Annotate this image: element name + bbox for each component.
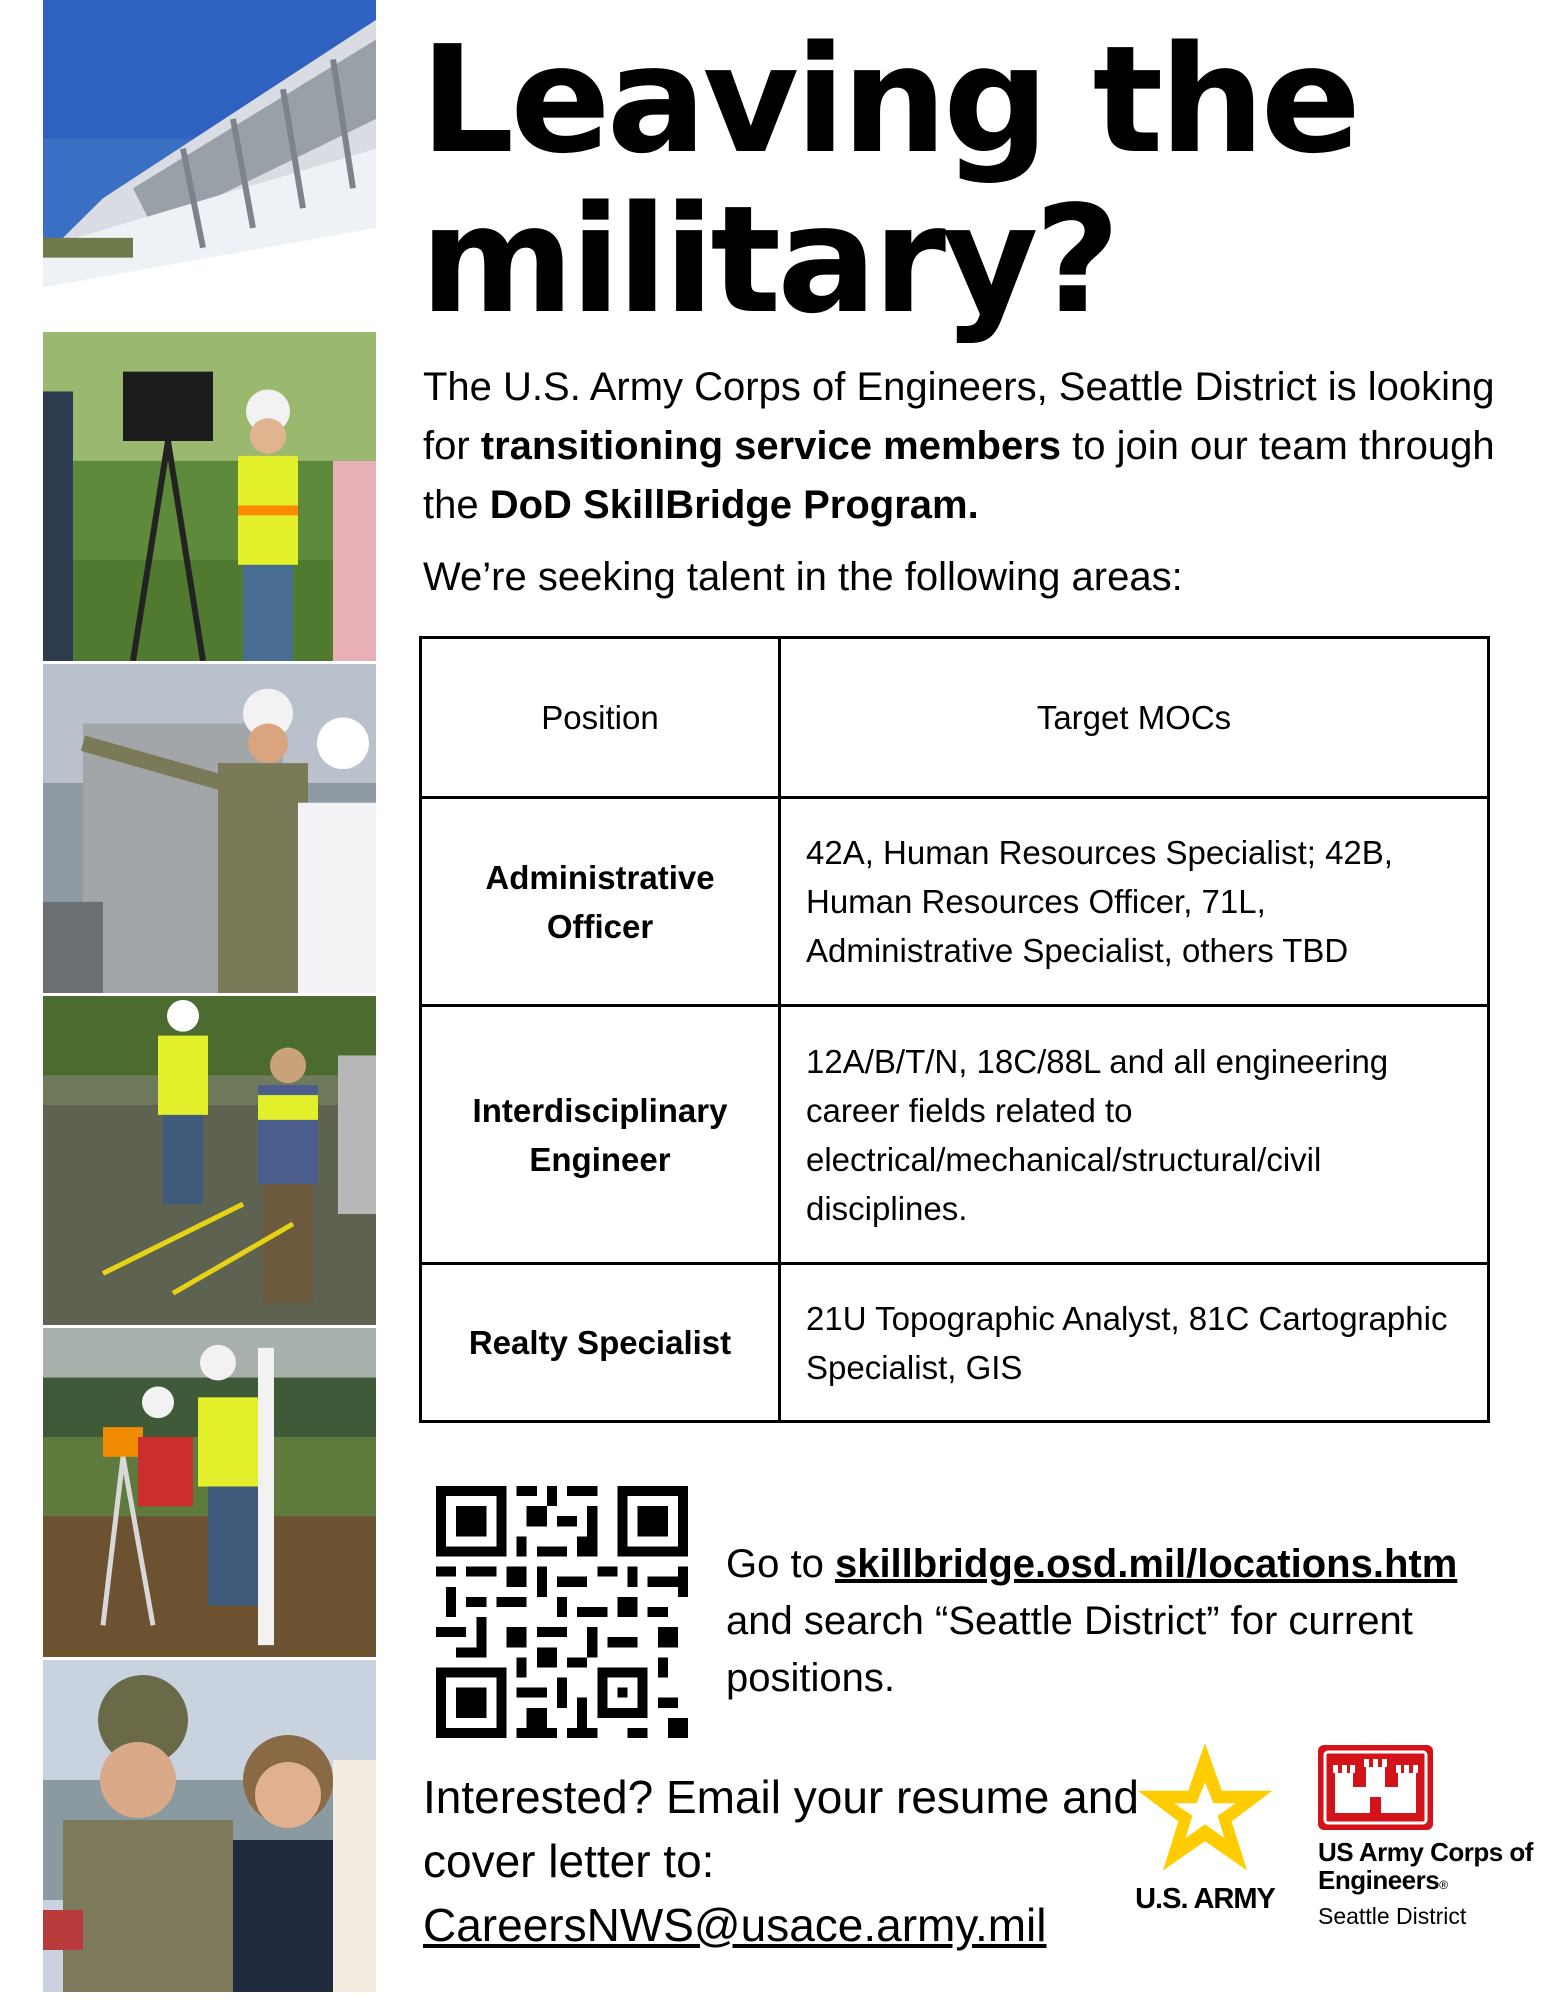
us-army-logo xyxy=(1130,1740,1280,1916)
email-link[interactable]: CareersNWS@usace.army.mil xyxy=(423,1899,1047,1951)
skillbridge-link[interactable]: skillbridge.osd.mil/locations.htm xyxy=(834,1542,1458,1586)
headline-line-1: Leaving the xyxy=(420,14,1358,186)
dam-spillway-photo xyxy=(43,0,376,332)
moc-cell: 42A, Human Resources Specialist; 42B, Human Resources Officer, 71L, Administrative Specialist, others TBD xyxy=(780,798,1489,1006)
seeking-text: We’re seeking talent in the following areas: xyxy=(423,555,1183,599)
intro-bold-2: DoD SkillBridge Program. xyxy=(489,483,979,527)
army-wordmark: U.S. ARMY xyxy=(1135,1883,1275,1915)
goto-suffix: and search “Seattle District” for current positions. xyxy=(726,1599,1413,1700)
army-star-icon xyxy=(1135,1740,1275,1875)
goto-prefix: Go to xyxy=(726,1542,835,1586)
contact-block xyxy=(423,1765,1143,1957)
usace-logo xyxy=(1318,1745,1538,1930)
surveying-photo xyxy=(43,1328,376,1660)
position-cell: Realty Specialist xyxy=(421,1264,780,1422)
camera-interview-photo xyxy=(43,332,376,664)
intro-text-2: to join our team through the xyxy=(423,424,1495,527)
position-cell: Administrative Officer xyxy=(421,798,780,1006)
goto-instructions xyxy=(726,1536,1506,1707)
positions-table xyxy=(419,636,1490,1423)
moc-cell: 21U Topographic Analyst, 81C Cartographic Specialist, GIS xyxy=(780,1264,1489,1422)
table-header-row xyxy=(421,638,1489,798)
intro-text-1: The U.S. Army Corps of Engineers, Seattle District is looking for xyxy=(423,365,1495,468)
soldier-conversation-photo xyxy=(43,1660,376,1992)
intro-bold-1: transitioning service members xyxy=(480,424,1062,468)
soldier-pointing-photo xyxy=(43,664,376,996)
moc-cell: 12A/B/T/N, 18C/88L and all engineering career fields related to electrical/mechanical/structural/civil disciplines. xyxy=(780,1006,1489,1264)
table-row xyxy=(421,1264,1489,1422)
header-target-mocs: Target MOCs xyxy=(780,638,1489,798)
headline xyxy=(420,14,1500,346)
table-row xyxy=(421,1006,1489,1264)
contact-text: Interested? Email your resume and cover letter to: xyxy=(423,1771,1139,1887)
usace-name: US Army Corps of Engineers® xyxy=(1318,1837,1533,1895)
stream-fieldwork-photo xyxy=(43,996,376,1328)
position-cell: Interdisciplinary Engineer xyxy=(421,1006,780,1264)
table-row xyxy=(421,798,1489,1006)
headline-line-2: military? xyxy=(420,174,1117,346)
usace-district: Seattle District xyxy=(1318,1903,1467,1929)
castle-icon xyxy=(1318,1745,1433,1830)
photo-strip xyxy=(43,0,376,2000)
header-position: Position xyxy=(421,638,780,798)
qr-code[interactable] xyxy=(436,1486,688,1738)
intro-paragraph xyxy=(423,358,1513,535)
